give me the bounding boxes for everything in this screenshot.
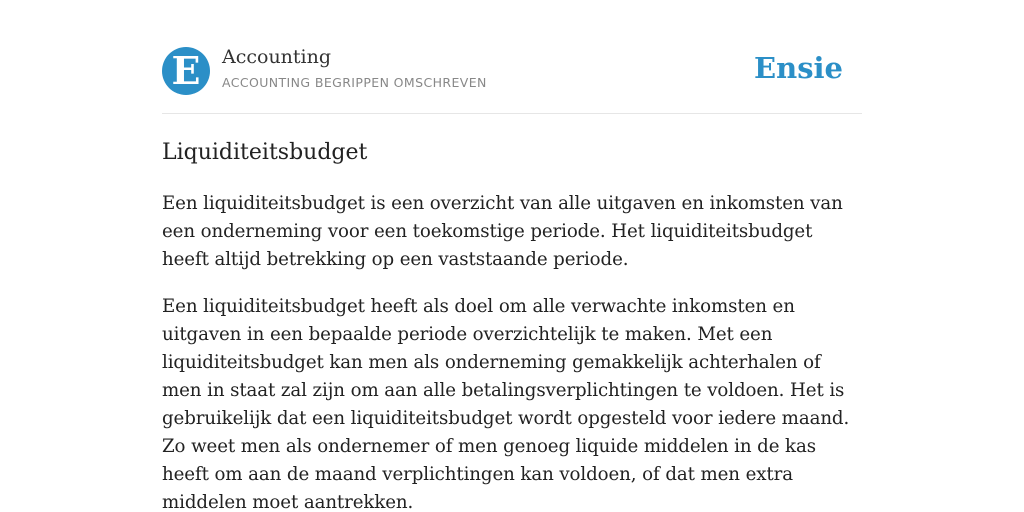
site-logo-icon[interactable]: E xyxy=(162,47,210,95)
site-header xyxy=(162,0,862,114)
site-subtitle: ACCOUNTING BEGRIPPEN OMSCHREVEN xyxy=(222,75,487,90)
content-container xyxy=(162,0,862,512)
site-title[interactable]: Accounting xyxy=(222,46,332,68)
brand-logo[interactable]: Ensie xyxy=(754,51,843,85)
article-paragraph-1: Een liquiditeitsbudget is een overzicht van alle uitgaven en inkomsten van een onderneming voor een toekomstige periode. Het liquiditeitsbudget heeft altijd betrekking op een vaststaande periode. xyxy=(162,193,843,270)
article-title: Liquiditeitsbudget xyxy=(162,140,368,165)
article-paragraph-2: Een liquiditeitsbudget heeft als doel om alle verwachte inkomsten en uitgaven in een bepaalde periode overzichtelijk te maken. Met een liquiditeitsbudget kan men als onderneming gemakkelijk achterhalen of men in staat zal zijn om aan alle betalingsverplichtingen te voldoen. Het is gebruikelijk dat een liquiditeitsbudget wordt opgesteld voor iedere maand. Zo weet men als ondernemer of men genoeg liquide middelen in de kas heeft om aan de maand verplichtingen kan voldoen, of dat men extra middelen moet aantrekken. xyxy=(162,296,850,512)
